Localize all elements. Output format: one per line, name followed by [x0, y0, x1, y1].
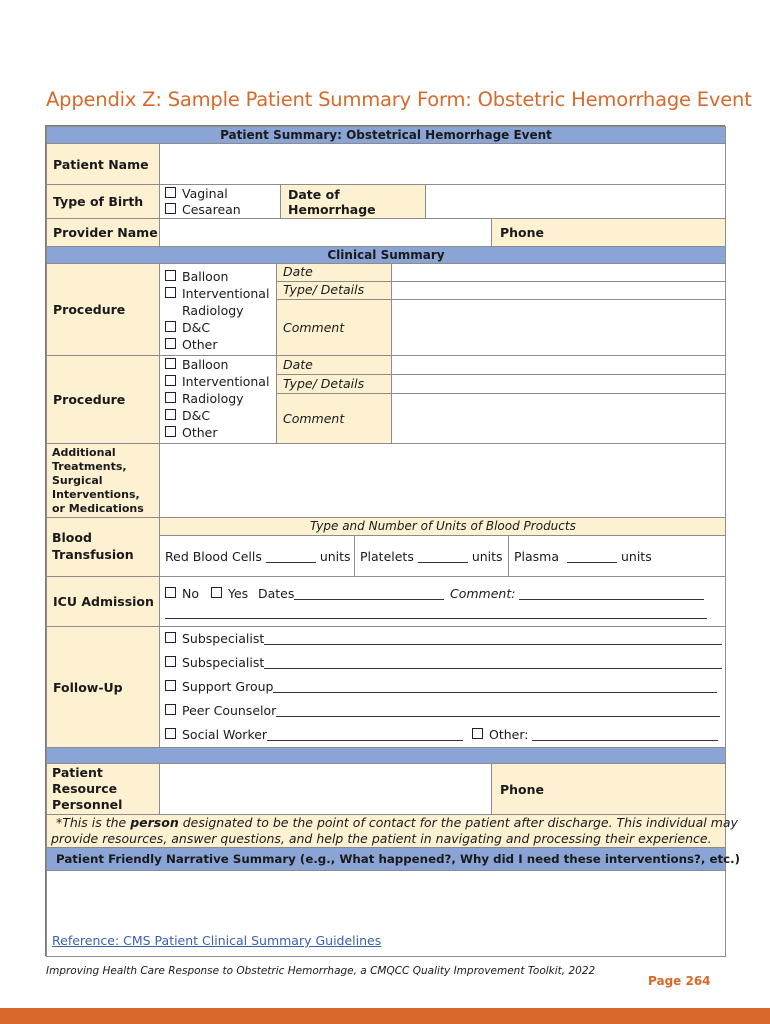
form-header: Patient Summary: Obstetrical Hemorrhage Event	[46, 126, 726, 144]
checkbox-interventional[interactable]: Interventional	[165, 286, 269, 303]
rbc-field[interactable]: Red Blood Cells units	[159, 535, 355, 577]
checkbox-cesarean[interactable]: Cesarean	[165, 202, 241, 219]
checkbox-other[interactable]: Other	[165, 337, 218, 354]
procedure-1-date-label: Date	[276, 263, 392, 282]
checkbox-balloon[interactable]: Balloon	[165, 269, 228, 286]
icu-admission-field	[159, 576, 726, 627]
resource-phone-label: Phone	[491, 763, 726, 815]
page-number: Page 264	[648, 974, 711, 988]
clinical-summary-header: Clinical Summary	[46, 246, 726, 264]
procedure-2-type-label: Type/ Details	[276, 374, 392, 394]
resource-personnel-label: Patient Resource Personnel	[46, 763, 160, 815]
procedure-2-options	[159, 355, 277, 444]
patient-summary-form	[45, 125, 740, 956]
narrative-header: Patient Friendly Narrative Summary (e.g., What happened?, Why did I need these interventions?, etc.)	[46, 847, 726, 871]
additional-treatments-field[interactable]	[159, 443, 726, 518]
checkbox-interventional[interactable]: Interventional	[165, 374, 269, 391]
procedure-1-label: Procedure	[46, 263, 160, 356]
plasma-field[interactable]: Plasma units	[508, 535, 726, 577]
bottom-accent-bar	[0, 1008, 770, 1024]
patient-name-field[interactable]	[159, 143, 726, 185]
platelets-field[interactable]: Platelets units	[354, 535, 509, 577]
procedure-1-type-field[interactable]	[391, 281, 726, 300]
resource-personnel-field[interactable]	[159, 763, 492, 815]
procedure-2-date-label: Date	[276, 355, 392, 375]
resource-note: *This is the person designated to be the point of contact for the patient after discharge. This individual may provide resources, answer questions, and help the patient in navigating and processing their experience.	[46, 814, 726, 848]
procedure-1-comment-field[interactable]	[391, 299, 726, 356]
procedure-2-date-field[interactable]	[391, 355, 726, 375]
procedure-1-options	[159, 263, 277, 356]
checkbox-social-worker[interactable]: Social Worker	[165, 727, 463, 744]
checkbox-dc[interactable]: D&C	[165, 408, 210, 425]
icu-comment-field[interactable]: Comment:	[450, 586, 704, 603]
checkbox-yes[interactable]: Yes	[211, 586, 248, 603]
narrative-field[interactable]	[46, 870, 726, 957]
checkbox-peer-counselor[interactable]: Peer Counselor	[165, 703, 720, 720]
checkbox-radiology[interactable]: Radiology	[165, 391, 244, 408]
procedure-1-comment-label: Comment	[276, 299, 392, 356]
section-divider	[46, 747, 726, 764]
reference-link[interactable]: Reference: CMS Patient Clinical Summary Guidelines	[52, 933, 382, 948]
page-title: Appendix Z: Sample Patient Summary Form: Obstetric Hemorrhage Event	[46, 88, 752, 111]
procedure-2-label: Procedure	[46, 355, 160, 444]
provider-phone-label: Phone	[491, 218, 726, 247]
follow-up-label: Follow-Up	[46, 626, 160, 748]
follow-up-field	[159, 626, 726, 748]
date-of-hemorrhage-label: Date of Hemorrhage	[280, 184, 426, 219]
checkbox-other[interactable]: Other	[165, 425, 218, 442]
icu-comment-line	[165, 618, 707, 619]
blood-transfusion-label: Blood Transfusion	[46, 517, 160, 577]
footer-citation: Improving Health Care Response to Obstetric Hemorrhage, a CMQCC Quality Improvement Toolkit, 2022	[46, 965, 596, 977]
checkbox-subspecialist-1[interactable]: Subspecialist	[165, 631, 722, 648]
provider-name-label: Provider Name	[46, 218, 160, 247]
procedure-2-type-field[interactable]	[391, 374, 726, 394]
radiology-text: Radiology	[182, 303, 244, 318]
procedure-1-date-field[interactable]	[391, 263, 726, 282]
icu-admission-label: ICU Admission	[46, 576, 160, 627]
icu-dates-field[interactable]: Dates	[258, 586, 444, 603]
checkbox-vaginal[interactable]: Vaginal	[165, 186, 228, 203]
checkbox-balloon[interactable]: Balloon	[165, 357, 228, 374]
checkbox-other-followup[interactable]: Other:	[472, 727, 718, 744]
date-of-hemorrhage-field[interactable]	[425, 184, 726, 219]
provider-name-field[interactable]	[159, 218, 492, 247]
patient-name-label: Patient Name	[46, 143, 160, 185]
checkbox-subspecialist-2[interactable]: Subspecialist	[165, 655, 722, 672]
blood-products-header: Type and Number of Units of Blood Products	[159, 517, 726, 536]
additional-treatments-label: Additional Treatments, Surgical Interventions, or Medications	[46, 443, 160, 518]
procedure-2-comment-field[interactable]	[391, 393, 726, 444]
checkbox-no[interactable]: No	[165, 586, 199, 603]
procedure-1-type-label: Type/ Details	[276, 281, 392, 300]
procedure-2-comment-label: Comment	[276, 393, 392, 444]
type-of-birth-label: Type of Birth	[46, 184, 160, 219]
birth-type-options	[159, 184, 281, 219]
checkbox-support-group[interactable]: Support Group	[165, 679, 717, 696]
checkbox-dc[interactable]: D&C	[165, 320, 210, 337]
